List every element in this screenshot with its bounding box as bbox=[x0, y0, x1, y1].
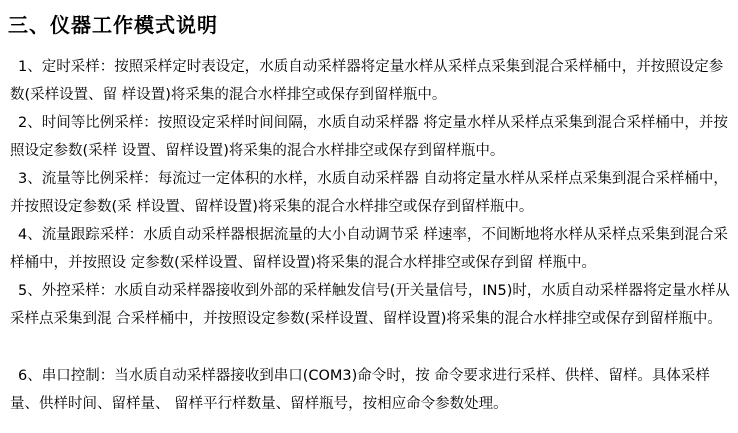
paragraph-flow-proportional-sampling: 3、流量等比例采样：每流过一定体积的水样，水质自动采样器 自动将定量水样从采样点采集到混合采样桶中，并按照设定参数(采 样设置、留样设置)将采集的混合水样排空或保存到留样瓶中。 bbox=[10, 171, 728, 215]
paragraph-external-control-sampling: 5、外控采样：水质自动采样器接收到外部的采样触发信号(开关量信号，IN5)时，水质自动采样器将定量水样从采样点采集到混 合采样桶中，并按照设定参数(采样设置、留样设置)将采集的混合水样排空或保存到留样瓶中。 bbox=[10, 283, 730, 327]
paragraph-serial-port-control: 6、串口控制：当水质自动采样器接收到串口(COM3)命令时，按 命令要求进行采样、供样、留样。具体采样量、供样时间、留样量、 留样平行样数量、留样瓶号，按相应命令参数处理。 bbox=[10, 368, 710, 412]
paragraph-flow-tracking-sampling: 4、流量跟踪采样：水质自动采样器根据流量的大小自动调节采 样速率，不间断地将水样从采样点采集到混合采样桶中，并按照设 定参数(采样设置、留样设置)将采集的混合水样排空或保存到留 样瓶中。 bbox=[10, 227, 728, 271]
section-heading: 三、仪器工作模式说明 bbox=[8, 13, 218, 37]
paragraph-time-proportional-sampling: 2、时间等比例采样：按照设定采样时间间隔，水质自动采样器 将定量水样从采样点采集到混合采样桶中，并按照设定参数(采样 设置、留样设置)将采集的混合水样排空或保存到留样瓶中。 bbox=[10, 115, 728, 159]
paragraph-timed-sampling: 1、定时采样：按照采样定时表设定，水质自动采样器将定量水样从采样点采集到混合采样桶中，并按照设定参数(采样设置、留 样设置)将采集的混合水样排空或保存到留样瓶中。 bbox=[10, 59, 724, 103]
